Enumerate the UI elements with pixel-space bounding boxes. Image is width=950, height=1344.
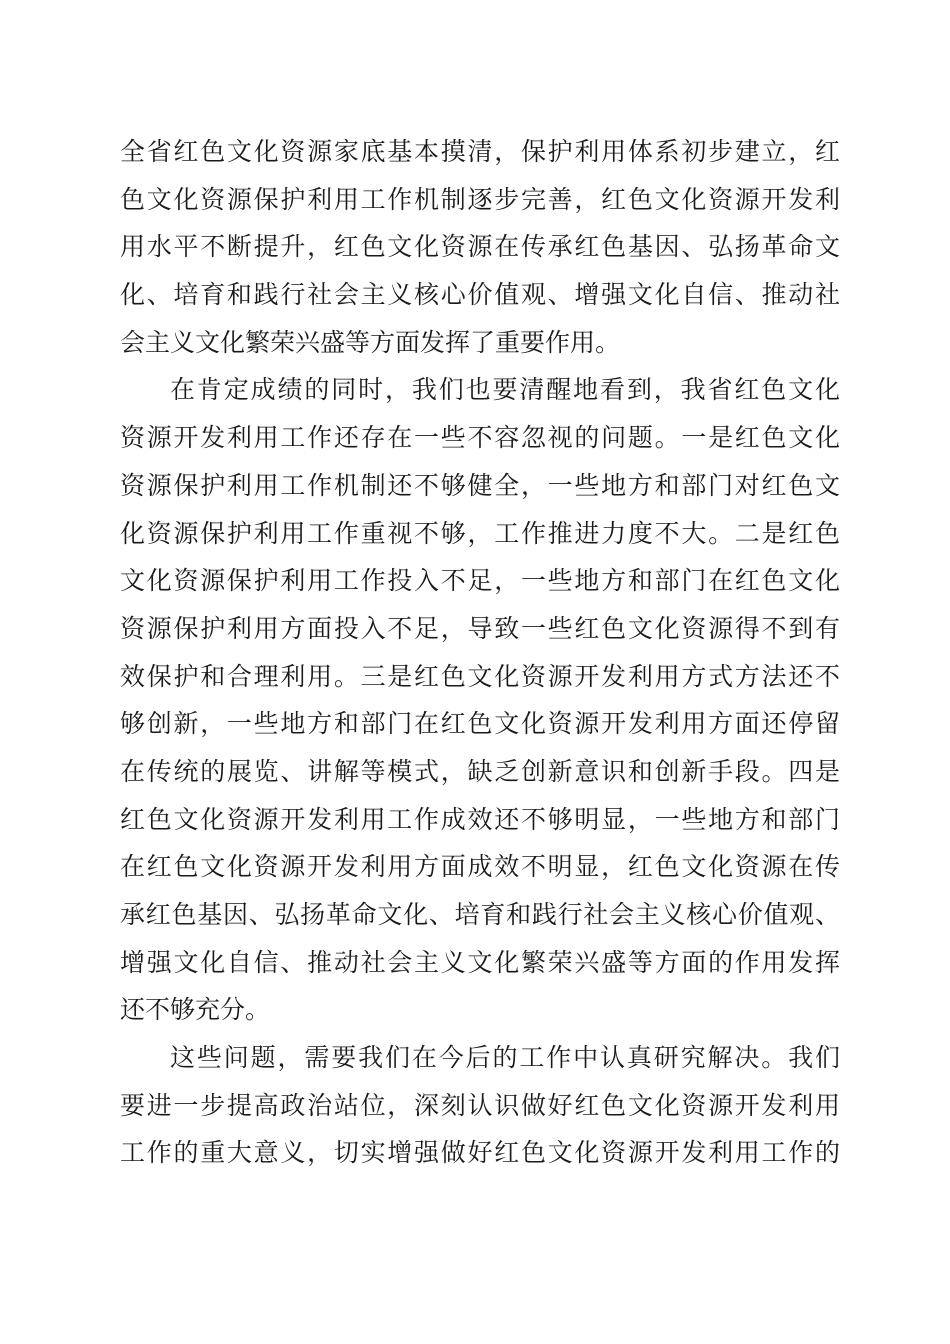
text-line: 化、培育和践行社会主义核心价值观、增强文化自信、推动社 [120, 280, 840, 310]
text-line: 够创新，一些地方和部门在红色文化资源开发利用方面还停留 [120, 709, 840, 739]
body-text [120, 128, 840, 1177]
text-line: 色文化资源保护利用工作机制逐步完善，红色文化资源开发利 [120, 184, 840, 214]
text-line: 效保护和合理利用。三是红色文化资源开发利用方式方法还不 [120, 661, 840, 691]
text-line: 用水平不断提升，红色文化资源在传承红色基因、弘扬革命文 [120, 232, 840, 262]
text-line: 红色文化资源开发利用工作成效还不够明显，一些地方和部门 [120, 804, 840, 834]
text-line: 承红色基因、弘扬革命文化、培育和践行社会主义核心价值观、 [120, 900, 840, 929]
text-line: 要进一步提高政治站位，深刻认识做好红色文化资源开发利用 [120, 1090, 840, 1120]
text-line: 文化资源保护利用工作投入不足，一些地方和部门在红色文化 [120, 566, 840, 596]
text-line: 在红色文化资源开发利用方面成效不明显，红色文化资源在传 [120, 852, 840, 882]
paragraph-first-line: 这些问题，需要我们在今后的工作中认真研究解决。我们 [170, 1043, 840, 1073]
paragraph-first-line: 在肯定成绩的同时，我们也要清醒地看到，我省红色文化 [170, 375, 840, 405]
text-line: 资源保护利用工作机制还不够健全，一些地方和部门对红色文 [120, 470, 840, 500]
text-line: 化资源保护利用工作重视不够，工作推进力度不大。二是红色 [120, 518, 840, 548]
text-line: 增强文化自信、推动社会主义文化繁荣兴盛等方面的作用发挥 [120, 947, 840, 977]
text-line: 工作的重大意义，切实增强做好红色文化资源开发利用工作的 [120, 1138, 840, 1168]
text-line: 资源保护利用方面投入不足，导致一些红色文化资源得不到有 [120, 613, 840, 643]
text-line: 还不够充分。 [120, 995, 271, 1025]
text-line: 在传统的展览、讲解等模式，缺乏创新意识和创新手段。四是 [120, 756, 840, 786]
text-line: 资源开发利用工作还存在一些不容忽视的问题。一是红色文化 [120, 423, 840, 453]
text-line: 会主义文化繁荣兴盛等方面发挥了重要作用。 [120, 327, 621, 357]
text-line: 全省红色文化资源家底基本摸清，保护利用体系初步建立，红 [120, 137, 840, 166]
